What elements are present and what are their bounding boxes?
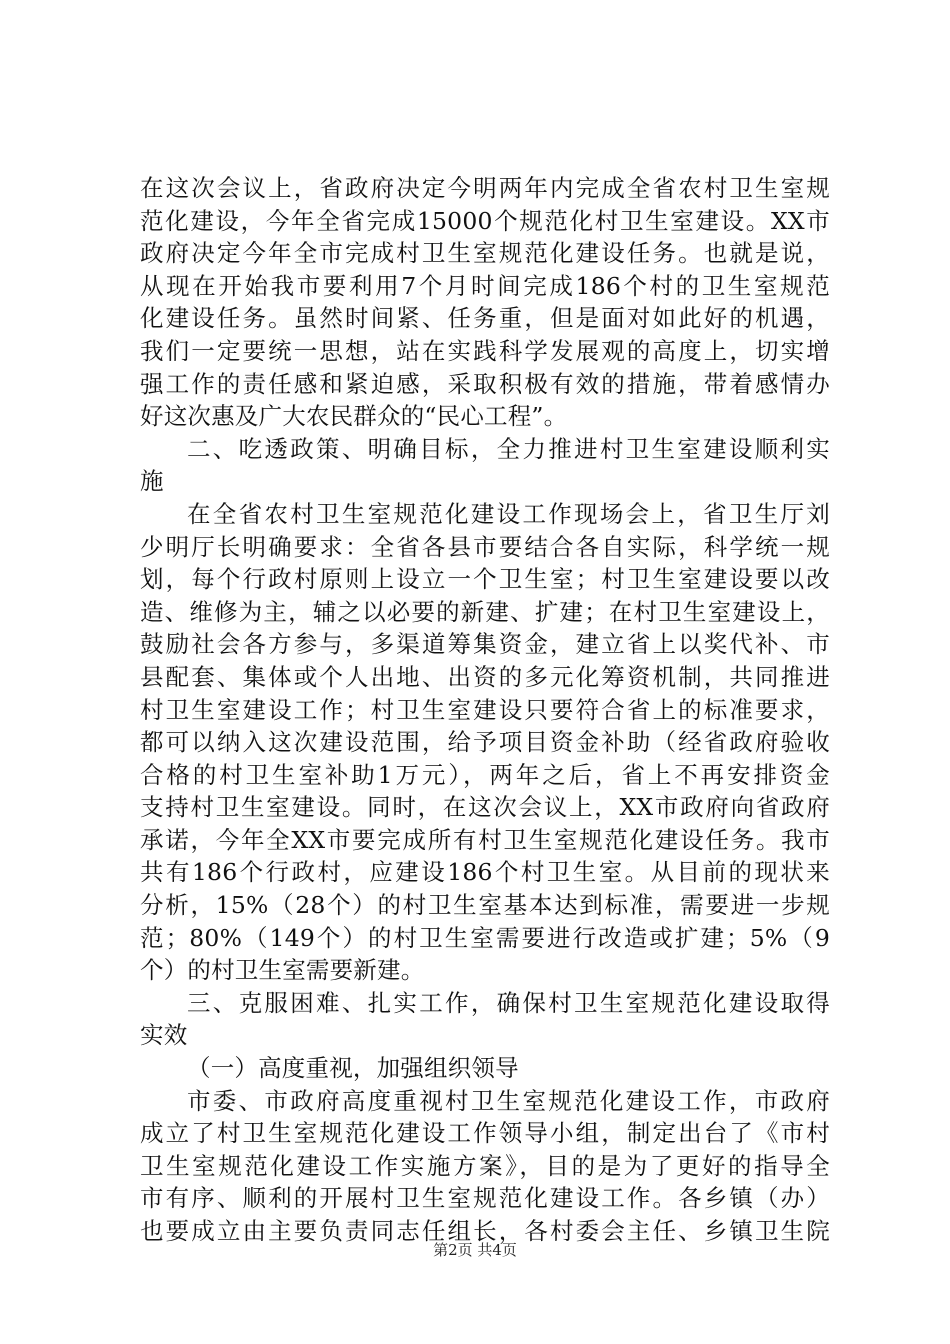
text-line: 也要成立由主要负责同志任组长，各村委会主任、乡镇卫生院	[140, 1217, 830, 1245]
text-line: 三、克服困难、扎实工作，确保村卫生室规范化建设取得	[187, 988, 830, 1017]
text-line: 造、维修为主，辅之以必要的新建、扩建；在村卫生室建设上，	[140, 597, 830, 626]
text-line: （一）高度重视，加强组织领导	[187, 1054, 519, 1083]
text-line: 分析，15%（28个）的村卫生室基本达到标准，需要进一步规	[140, 891, 830, 920]
page-footer: 第2页 共4页	[433, 1241, 517, 1259]
text-line: 实效	[140, 1021, 188, 1050]
text-line: 我们一定要统一思想，站在实践科学发展观的高度上，切实增	[140, 336, 830, 365]
text-line: 在这次会议上，省政府决定今明两年内完成全省农村卫生室规	[140, 174, 830, 202]
text-line: 二、吃透政策、明确目标，全力推进村卫生室建设顺利实	[187, 434, 830, 463]
text-line: 支持村卫生室建设。同时，在这次会议上，XX市政府向省政府	[140, 793, 830, 822]
text-line: 范；80%（149个）的村卫生室需要进行改造或扩建；5%（9	[140, 923, 830, 952]
text-line: 市有序、顺利的开展村卫生室规范化建设工作。各乡镇（办）	[140, 1184, 830, 1213]
text-line: 政府决定今年全市完成村卫生室规范化建设任务。也就是说，	[140, 239, 830, 268]
text-line: 个）的村卫生室需要新建。	[140, 956, 425, 985]
text-line: 在全省农村卫生室规范化建设工作现场会上，省卫生厅刘	[187, 499, 830, 528]
text-line: 强工作的责任感和紧迫感，采取积极有效的措施，带着感情办	[140, 369, 830, 398]
text-line: 合格的村卫生室补助1万元），两年之后，省上不再安排资金	[140, 760, 830, 789]
text-line: 范化建设，今年全省完成15000个规范化村卫生室建设。XX市	[140, 206, 830, 235]
text-line: 鼓励社会各方参与，多渠道筹集资金，建立省上以奖代补、市	[140, 630, 830, 659]
text-line: 划，每个行政村原则上设立一个卫生室；村卫生室建设要以改	[140, 565, 830, 594]
text-line: 县配套、集体或个人出地、出资的多元化筹资机制，共同推进	[140, 662, 830, 691]
text-line: 共有186个行政村，应建设186个村卫生室。从目前的现状来	[140, 858, 830, 887]
text-line: 村卫生室建设工作；村卫生室建设只要符合省上的标准要求，	[140, 695, 830, 724]
text-line: 市委、市政府高度重视村卫生室规范化建设工作，市政府	[187, 1086, 830, 1115]
text-line: 成立了村卫生室规范化建设工作领导小组，制定出台了《市村	[140, 1119, 830, 1148]
text-line: 从现在开始我市要利用7个月时间完成186个村的卫生室规范	[140, 271, 830, 300]
text-line: 化建设任务。虽然时间紧、任务重，但是面对如此好的机遇，	[140, 304, 830, 333]
text-line: 施	[140, 467, 164, 496]
text-line: 都可以纳入这次建设范围，给予项目资金补助（经省政府验收	[140, 728, 830, 757]
text-line: 少明厅长明确要求：全省各县市要结合各自实际，科学统一规	[140, 532, 830, 561]
document-body	[140, 172, 830, 1248]
text-line: 好这次惠及广大农民群众的“民心工程”。	[140, 402, 568, 431]
text-line: 承诺，今年全XX市要完成所有村卫生室规范化建设任务。我市	[140, 825, 830, 854]
text-line: 卫生室规范化建设工作实施方案》，目的是为了更好的指导全	[140, 1151, 830, 1180]
